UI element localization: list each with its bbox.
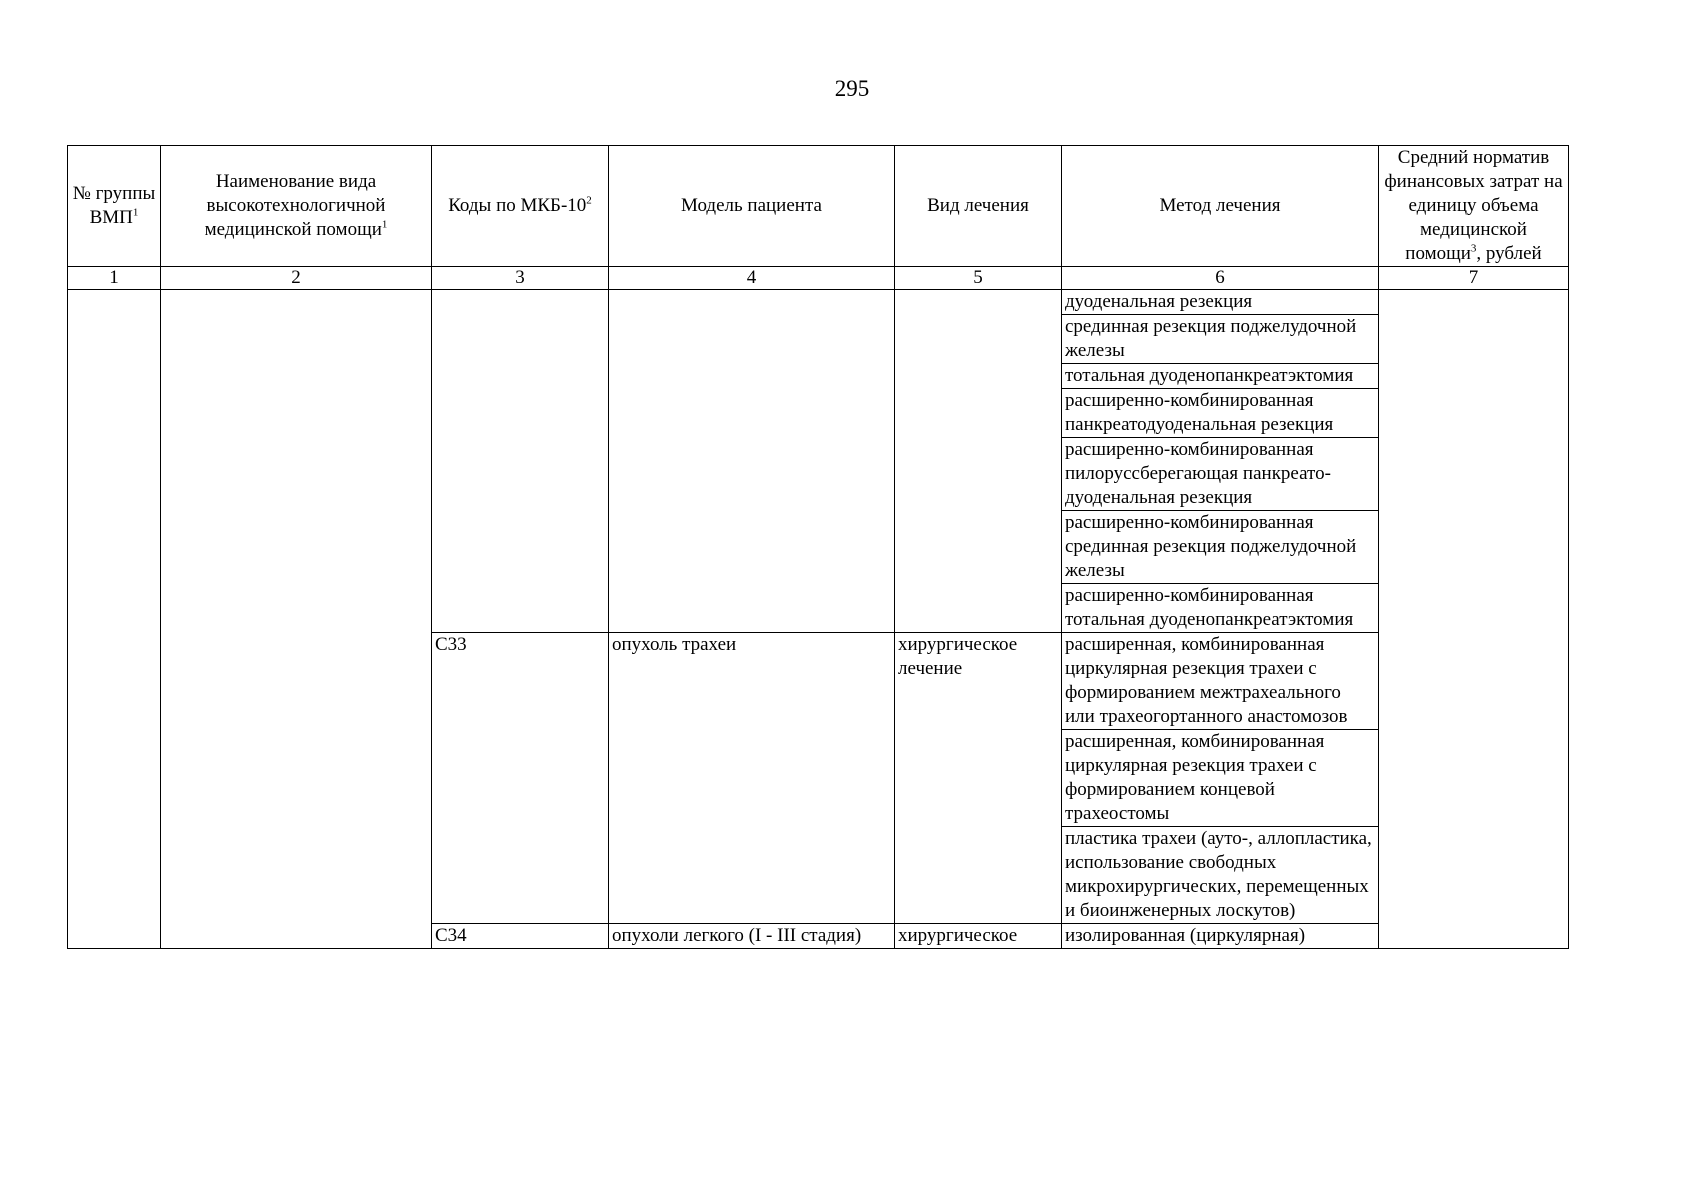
treatment-cell [895,290,1062,633]
header-row [68,146,1569,267]
method-cell: расширенно-комбинированная тотальная дуоденопанкреатэктомия [1062,584,1379,633]
method-cell: расширенная, комбинированная циркулярная резекция трахеи с формированием межтрахеального или трахеогортанного анастомозов [1062,633,1379,730]
model-cell [609,290,895,633]
column-number: 4 [609,267,895,290]
vmp-table [67,145,1569,949]
column-number: 5 [895,267,1062,290]
care-type-cell [161,290,432,949]
column-number: 3 [432,267,609,290]
model-cell: опухоли легкого (I - III стадия) [609,924,895,949]
column-number: 6 [1062,267,1379,290]
header-care-type: Наименование вида высокотехнологичной медицинской помощи$^1$ [161,146,432,267]
method-cell: пластика трахеи (ауто-, аллопластика, использование свободных микрохирургических, перемещенных и биоинженерных лоскутов) [1062,827,1379,924]
method-cell: дуоденальная резекция [1062,290,1379,315]
column-number: 2 [161,267,432,290]
header-treatment-type: Вид лечения [895,146,1062,267]
method-cell: срединная резекция поджелудочной железы [1062,315,1379,364]
code-cell: C33 [432,633,609,924]
column-number-row [68,267,1569,290]
method-cell: расширенно-комбинированная срединная резекция поджелудочной железы [1062,511,1379,584]
header-icd-codes: Коды по МКБ-$10^2$ [432,146,609,267]
page-number: 295 [834,76,870,101]
table-row [68,290,1569,315]
cost-cell [1379,290,1569,949]
header-group-number: № группы ВМП$^1$ [68,146,161,267]
treatment-cell: хирургическое [895,924,1062,949]
method-cell: расширенно-комбинированная панкреатодуоденальная резекция [1062,389,1379,438]
code-cell: C34 [432,924,609,949]
header-treatment-method: Метод лечения [1062,146,1379,267]
method-cell: расширенная, комбинированная циркулярная резекция трахеи с формированием концевой трахеостомы [1062,730,1379,827]
group-number-cell [68,290,161,949]
header-patient-model: Модель пациента [609,146,895,267]
code-cell [432,290,609,633]
column-number: 1 [68,267,161,290]
column-number: 7 [1379,267,1569,290]
model-cell: опухоль трахеи [609,633,895,924]
header-cost-standard: Средний норматив финансовых затрат на единицу объема медицинской помощи$^3$, рублей [1379,146,1569,267]
method-cell: расширенно-комбинированная пилоруссберегающая панкреато-дуоденальная резекция [1062,438,1379,511]
method-cell: тотальная дуоденопанкреатэктомия [1062,364,1379,389]
treatment-cell: хирургическое лечение [895,633,1062,924]
method-cell: изолированная (циркулярная) [1062,924,1379,949]
